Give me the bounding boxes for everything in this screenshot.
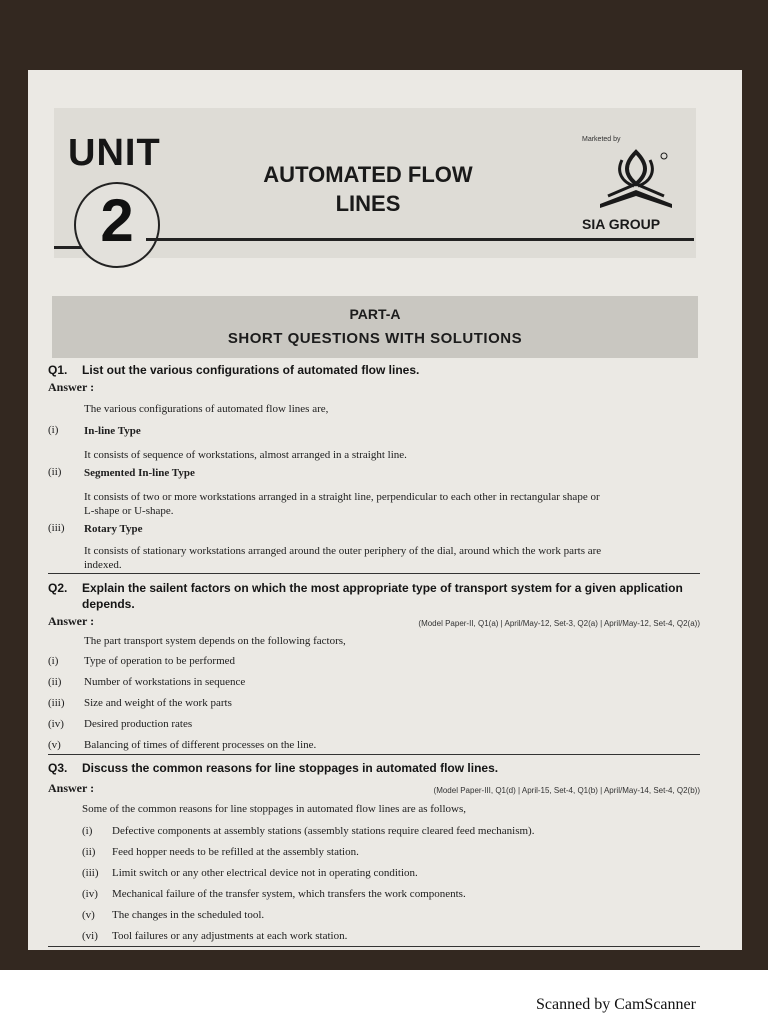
part-banner [52, 296, 698, 358]
q3-item1-text: Defective components at assembly stations (assembly stations require cleared feed mechanism). [112, 825, 535, 837]
q3-item6-mark: (vi) [82, 930, 98, 942]
q1-answer-label: Answer : [48, 380, 95, 394]
unit-number: 2 [100, 187, 134, 254]
q1-item1-text: It consists of sequence of workstations, almost arranged in a straight line. [84, 449, 407, 461]
chapter-title-line2: LINES [335, 191, 401, 216]
q3-reference: (Model Paper-III, Q1(d) | April-15, Set-4, Q1(b) | April/May-14, Set-4, Q2(b)) [433, 786, 700, 795]
q2-item2-mark: (ii) [48, 676, 62, 688]
q1-item3-mark: (iii) [48, 522, 65, 534]
q1-item3-text-line1: It consists of stationary workstations arranged around the outer periphery of the dial, around which the work parts are [84, 545, 602, 557]
q2-item1-text: Type of operation to be performed [84, 655, 236, 667]
q2-answer-label: Answer : [48, 614, 95, 628]
q3-answer-label: Answer : [48, 781, 95, 795]
q1-number: Q1. [48, 363, 68, 377]
q3-item3-mark: (iii) [82, 867, 99, 879]
q2-item4-mark: (iv) [48, 718, 64, 730]
q2-item3-mark: (iii) [48, 697, 65, 709]
section-divider-q3 [48, 946, 700, 947]
q2-item4-text: Desired production rates [84, 718, 193, 730]
textbook-page [28, 70, 742, 950]
q3-item2-text: Feed hopper needs to be refilled at the assembly station. [112, 846, 359, 858]
q3-number: Q3. [48, 761, 68, 775]
q3-text: Discuss the common reasons for line stoppages in automated flow lines. [82, 761, 499, 775]
q2-item1-mark: (i) [48, 655, 59, 667]
question-q1 [48, 362, 419, 378]
q1-item2-heading: Segmented In-line Type [84, 467, 195, 479]
q3-item1-mark: (i) [82, 825, 93, 837]
q3-item5-text: The changes in the scheduled tool. [112, 909, 265, 921]
part-subtitle: SHORT QUESTIONS WITH SOLUTIONS [227, 330, 523, 347]
q2-number: Q2. [48, 581, 68, 595]
sia-book-logo-icon [594, 146, 678, 212]
q1-text: List out the various configurations of automated flow lines. [82, 363, 420, 377]
logo-name: SIA GROUP [582, 216, 661, 232]
q1-item3-heading: Rotary Type [84, 523, 143, 535]
q2-reference: (Model Paper-II, Q1(a) | April/May-12, Set-3, Q2(a) | April/May-12, Set-4, Q2(a)) [418, 619, 700, 628]
q1-item3-text-line2: indexed. [84, 559, 122, 571]
q1-item2-mark: (ii) [48, 466, 62, 478]
q2-item5-text: Balancing of times of different processes on the line. [84, 739, 317, 751]
q1-intro: The various configurations of automated flow lines are, [84, 403, 329, 415]
q3-item5-mark: (v) [82, 909, 95, 921]
q3-intro: Some of the common reasons for line stoppages in automated flow lines are as follows, [82, 803, 466, 815]
question-q3 [48, 760, 498, 776]
q1-item2-text-line2: L-shape or U-shape. [84, 505, 174, 517]
q3-item3-text: Limit switch or any other electrical device not in operating condition. [112, 867, 418, 879]
q3-item6-text: Tool failures or any adjustments at each work station. [112, 930, 348, 942]
header-divider-left [54, 246, 82, 249]
section-divider-q2 [48, 754, 700, 755]
part-label: PART-A [349, 306, 401, 322]
q1-item2-text-line1: It consists of two or more workstations arranged in a straight line, perpendicular to each other in rectangular shape or [84, 491, 600, 503]
q2-item3-text: Size and weight of the work parts [84, 697, 232, 709]
chapter-title [218, 160, 518, 218]
section-divider-q1 [48, 573, 700, 574]
q2-item5-mark: (v) [48, 739, 61, 751]
q2-text-line1: Explain the sailent factors on which the most appropriate type of transport system for a given application [82, 581, 683, 595]
unit-number-badge [74, 182, 160, 268]
q3-item2-mark: (ii) [82, 846, 96, 858]
q2-intro: The part transport system depends on the following factors, [84, 635, 346, 647]
unit-label: UNIT [68, 132, 161, 174]
scan-credit: Scanned by CamScanner [536, 996, 696, 1013]
q3-item4-mark: (iv) [82, 888, 98, 900]
question-q2 [48, 580, 708, 612]
publisher-logo [576, 130, 696, 240]
q2-item2-text: Number of workstations in sequence [84, 676, 246, 688]
q3-item4-text: Mechanical failure of the transfer system, which transfers the work components. [112, 888, 466, 900]
chapter-title-line1: AUTOMATED FLOW [263, 162, 473, 187]
logo-marketed-by: Marketed by [582, 136, 621, 143]
q1-item1-heading: In-line Type [84, 425, 141, 437]
q1-item1-mark: (i) [48, 424, 59, 436]
q2-text-line2: depends. [82, 597, 135, 611]
